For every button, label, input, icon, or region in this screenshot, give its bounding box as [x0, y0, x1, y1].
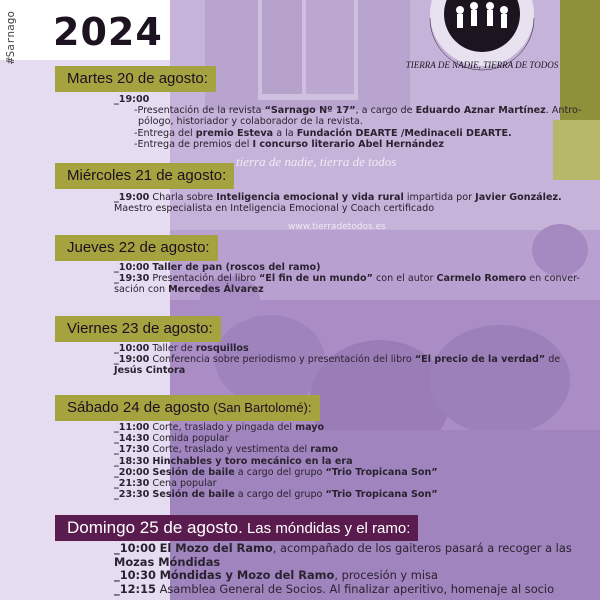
event-line: _20:00 Sesión de baile a cargo del grupo “Trio Tropicana Son”	[114, 466, 438, 478]
event-line: _18:30 Hinchables y toro mecánico en la era	[114, 455, 353, 467]
event-line: sación con Mercedes Álvarez	[114, 284, 264, 296]
event-line: _19:00 Conferencia sobre periodismo y presentación del libro “El precio de la verdad” de	[114, 354, 561, 366]
day-header-viernes: Viernes 23 de agosto:	[55, 316, 221, 342]
event-line: _10:00 Taller de rosquillos	[114, 343, 249, 354]
year-title: 2024	[53, 10, 163, 54]
event-line: _17:30 Corte, traslado y vestimenta del ramo	[114, 444, 339, 456]
event-line: _11:00 Corte, traslado y pingada del mayo	[114, 422, 325, 433]
svg-text:TIERRA DE NADIE, TIERRA DE TOD: TIERRA DE NADIE, TIERRA DE TODOS	[405, 60, 559, 70]
event-line: _12:15 Asamblea General de Socios. Al finalizar aperitivo, homenaje al socio	[114, 581, 555, 596]
event-line: -Entrega de premios del I concurso literario Abel Hernández	[134, 138, 444, 150]
event-line: _10:00 El Mozo del Ramo, acompañado de los gaiteros pasará a recoger a las	[114, 541, 572, 555]
events-miercoles	[114, 192, 584, 214]
events-jueves	[114, 262, 584, 296]
event-line: _10:00 Taller de pan (roscos del ramo)	[114, 262, 321, 273]
event-line: Mozas Móndidas	[114, 554, 221, 569]
day-header-martes: Martes 20 de agosto:	[55, 66, 216, 92]
events-martes	[114, 94, 584, 150]
day-header-jueves: Jueves 22 de agosto:	[55, 235, 218, 261]
event-line: _19:00	[114, 94, 150, 105]
event-line: _21:30 Cena popular	[114, 478, 217, 490]
event-line: _19:30 Presentación del libro “El fin de un mundo” con el autor Carmelo Romero en conver-	[114, 273, 580, 285]
side-hashtag: #Sarnago	[4, 11, 17, 64]
day-header-domingo: Domingo 25 de agosto. Las móndidas y el ramo:	[55, 515, 418, 541]
events-domingo	[114, 542, 594, 596]
events-viernes	[114, 343, 584, 377]
event-line: -Presentación de la revista “Sarnago Nº 17”, a cargo de Eduardo Aznar Martínez. Antro-	[134, 105, 582, 117]
event-line: _14:30 Comida popular	[114, 433, 229, 445]
event-line: _10:30 Móndidas y Mozo del Ramo, procesión y misa	[114, 568, 438, 583]
event-line: _19:00 Charla sobre Inteligencia emocional y vida rural impartida por Javier González.	[114, 192, 562, 203]
day-header-sabado: Sábado 24 de agosto (San Bartolomé):	[55, 395, 320, 421]
event-line: _23:30 Sesión de baile a cargo del grupo “Trio Tropicana Son”	[114, 489, 438, 501]
watermark-url: www.tierradetodos.es	[288, 222, 386, 232]
watermark-text: tierra de nadie, tierra de todos	[236, 154, 397, 169]
event-line: pólogo, historiador y colaborador de la revista.	[138, 116, 363, 128]
day-header-miercoles: Miércoles 21 de agosto:	[55, 163, 234, 189]
event-line: -Entrega del premio Esteva a la Fundación DEARTE /Medinaceli DEARTE.	[134, 127, 512, 139]
events-sabado	[114, 422, 584, 500]
event-line: Maestro especialista en Inteligencia Emocional y Coach certificado	[114, 203, 435, 215]
association-logo	[405, 0, 559, 74]
event-line: Jesús Cintora	[114, 365, 186, 377]
